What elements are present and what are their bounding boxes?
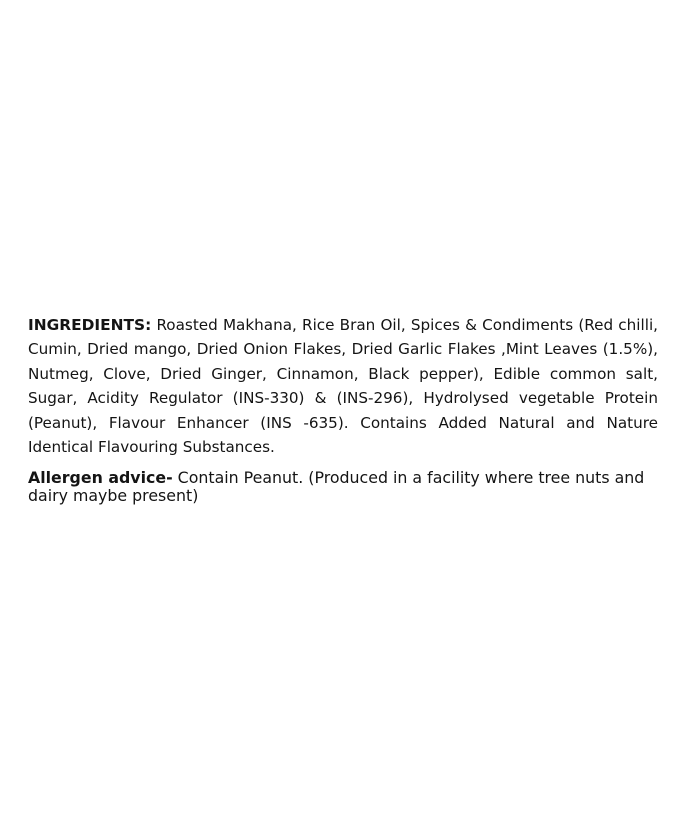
allergen-heading: Allergen advice- bbox=[28, 468, 173, 488]
ingredients-text: Roasted Makhana, Rice Bran Oil, Spices & Condiments (Red chilli, Cumin, Dried mango, Dried Onion Flakes, Dried Garlic Flakes ,Mint Leaves (1.5%), Nutmeg, Clove, Dried Ginger, Cinnamon, Black pepper), Edible common salt, Sugar, Acidity Regulator (INS-330) & (INS-296), Hydrolysed vegetable Protein (Peanut), Flavour Enhancer (INS -635). Contains Added Natural and Nature Identical Flavouring Substances. bbox=[28, 316, 658, 457]
allergen-paragraph bbox=[28, 469, 650, 505]
ingredients-paragraph bbox=[28, 313, 658, 459]
ingredients-label-panel bbox=[28, 313, 658, 505]
allergen-text: Contain Peanut. (Produced in a facility where tree nuts and dairy maybe present) bbox=[28, 468, 645, 506]
ingredients-heading: INGREDIENTS: bbox=[28, 316, 152, 334]
